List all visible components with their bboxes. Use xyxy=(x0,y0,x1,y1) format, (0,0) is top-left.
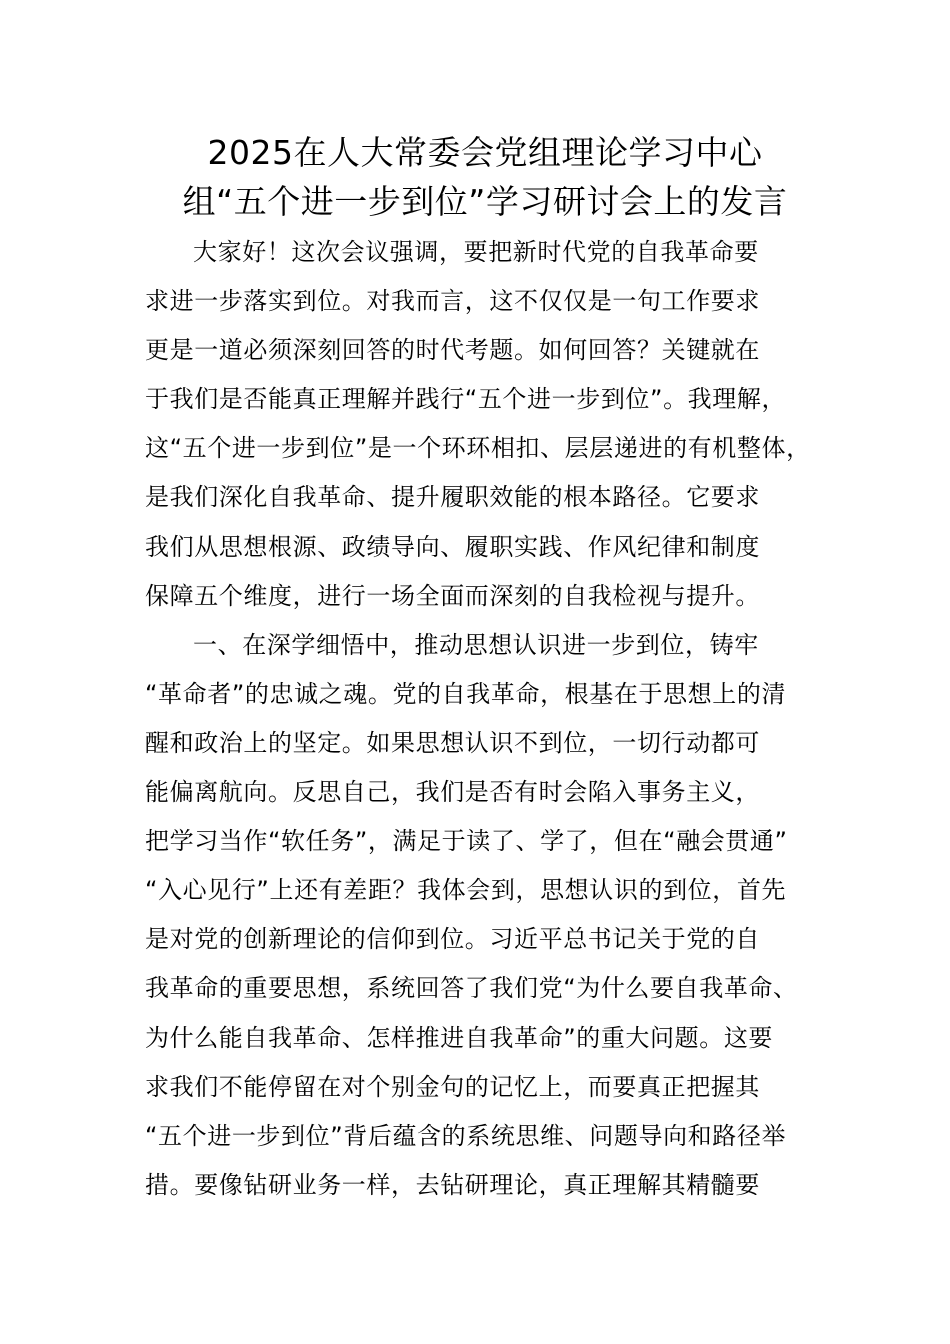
document-body xyxy=(145,228,835,1210)
paragraph-line: 我们从思想根源、政绩导向、履职实践、作风纪律和制度 xyxy=(145,532,760,561)
paragraph-line: 是我们深化自我革命、提升履职效能的根本路径。它要求 xyxy=(145,483,760,512)
paragraph-line: 能偏离航向。反思自己，我们是否有时会陷入事务主义， xyxy=(145,778,760,807)
paragraph-line: 于我们是否能真正理解并践行“五个进一步到位”。我理解， xyxy=(145,385,787,414)
paragraph-line: 求进一步落实到位。对我而言，这不仅仅是一句工作要求 xyxy=(145,287,760,316)
paragraph-line: “革命者”的忠诚之魂。党的自我革命，根基在于思想上的清 xyxy=(145,679,787,708)
paragraph-line: 更是一道必须深刻回答的时代考题。如何回答？关键就在 xyxy=(145,336,760,365)
section-heading-line: 一、在深学细悟中，推动思想认识进一步到位，铸牢 xyxy=(193,630,759,659)
paragraph-line: 措。要像钻研业务一样，去钻研理论，真正理解其精髓要 xyxy=(145,1170,760,1199)
paragraph-line: “五个进一步到位”背后蕴含的系统思维、问题导向和路径举 xyxy=(145,1121,787,1150)
paragraph-line: 是对党的创新理论的信仰到位。习近平总书记关于党的自 xyxy=(145,925,760,954)
paragraph-line: 醒和政治上的坚定。如果思想认识不到位，一切行动都可 xyxy=(145,728,760,757)
paragraph-line: 我革命的重要思想，系统回答了我们党“为什么要自我革命、 xyxy=(145,974,798,1003)
paragraph-line: 把学习当作“软任务”，满足于读了、学了，但在“融会贯通” xyxy=(145,827,788,856)
title-line-1: 2025在人大常委会党组理论学习中心 xyxy=(207,133,763,172)
paragraph-line: 保障五个维度，进行一场全面而深刻的自我检视与提升。 xyxy=(145,581,760,610)
paragraph-line: 大家好！这次会议强调，要把新时代党的自我革命要 xyxy=(193,238,759,266)
paragraph-line: 为什么能自我革命、怎样推进自我革命”的重大问题。这要 xyxy=(145,1023,774,1052)
document-title xyxy=(145,128,825,226)
paragraph-line: 这“五个进一步到位”是一个环环相扣、层层递进的有机整体， xyxy=(145,434,811,463)
title-line-2: 组“五个进一步到位”学习研讨会上的发言 xyxy=(182,182,788,221)
paragraph-line: 求我们不能停留在对个别金句的记忆上，而要真正把握其 xyxy=(145,1072,760,1101)
paragraph-line: “入心见行”上还有差距？我体会到，思想认识的到位，首先 xyxy=(145,876,787,905)
